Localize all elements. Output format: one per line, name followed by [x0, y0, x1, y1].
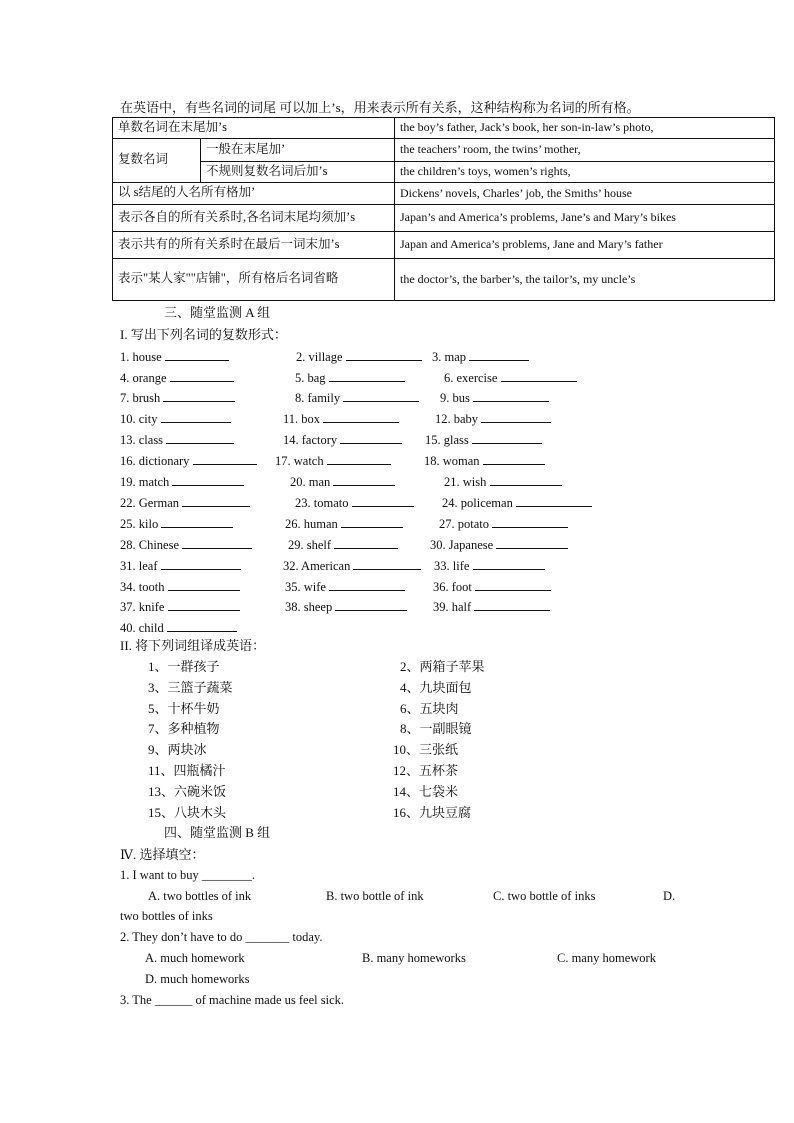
rule-cell: 表示"某人家""店铺"，所有格后名词省略: [113, 258, 395, 300]
item-label: 24. policeman: [442, 496, 513, 510]
answer-blank[interactable]: [501, 370, 577, 382]
item-label: 35. wife: [285, 580, 326, 594]
answer-blank[interactable]: [323, 411, 399, 423]
item-label: 27. potato: [439, 517, 489, 531]
item-label: 5. bag: [295, 371, 326, 385]
answer-blank[interactable]: [165, 349, 229, 361]
answer-blank[interactable]: [168, 579, 240, 591]
possessive-rules-table: [112, 117, 775, 301]
example-cell: Japan and America’s problems, Jane and Mary’s father: [395, 231, 775, 258]
answer-blank[interactable]: [343, 390, 419, 402]
list-item: 12、五杯茶: [393, 763, 459, 778]
list-item: 15、八块木头: [148, 805, 227, 820]
answer-blank[interactable]: [329, 579, 405, 591]
table-row: [113, 231, 775, 258]
item-label: 31. leaf: [120, 559, 158, 573]
list-item: 3、三篮子蔬菜: [148, 680, 233, 695]
q1-option-b[interactable]: B. two bottle of ink: [326, 889, 424, 903]
list-item: 9、两块冰: [148, 742, 207, 757]
answer-blank[interactable]: [474, 599, 550, 611]
list-item: 10、三张纸: [393, 742, 459, 757]
item-label: 4. orange: [120, 371, 167, 385]
item-label: 40. child: [120, 621, 164, 635]
q2-option-c[interactable]: C. many homework: [557, 951, 656, 965]
answer-blank[interactable]: [161, 558, 241, 570]
answer-blank[interactable]: [472, 432, 542, 444]
table-row: [113, 161, 775, 182]
item-label: 20. man: [290, 475, 331, 489]
answer-blank[interactable]: [334, 537, 398, 549]
q1-option-d[interactable]: two bottles of inks: [120, 909, 213, 923]
list-item: 16、九块豆腐: [393, 805, 472, 820]
answer-blank[interactable]: [490, 474, 562, 486]
item-label: 26. human: [285, 517, 338, 531]
item-label: 19. match: [120, 475, 170, 489]
part4-title: Ⅳ. 选择填空：: [120, 847, 205, 862]
list-item: 2、两箱子苹果: [400, 659, 485, 674]
item-label: 16. dictionary: [120, 454, 190, 468]
example-cell: the children’s toys, women’s rights,: [395, 161, 775, 182]
item-label: 13. class: [120, 433, 164, 447]
list-item: 5、十杯牛奶: [148, 701, 220, 716]
q2-option-d[interactable]: D. much homeworks: [145, 972, 250, 986]
q1-option-c[interactable]: C. two bottle of inks: [493, 889, 596, 903]
answer-blank[interactable]: [182, 537, 252, 549]
answer-blank[interactable]: [163, 390, 235, 402]
q1-option-d-letter[interactable]: D.: [663, 889, 676, 903]
list-item: 1、一群孩子: [148, 659, 220, 674]
item-label: 9. bus: [440, 391, 470, 405]
item-label: 22. German: [120, 496, 180, 510]
q2-option-b[interactable]: B. many homeworks: [362, 951, 466, 965]
rule-cell: 单数名词在末尾加’s: [113, 118, 395, 139]
answer-blank[interactable]: [167, 620, 237, 632]
item-label: 34. tooth: [120, 580, 165, 594]
item-label: 7. brush: [120, 391, 161, 405]
item-label: 11. box: [283, 412, 321, 426]
item-label: 18. woman: [424, 454, 480, 468]
answer-blank[interactable]: [481, 411, 551, 423]
part1-title: I. 写出下列名词的复数形式：: [120, 327, 287, 342]
item-label: 36. foot: [433, 580, 472, 594]
answer-blank[interactable]: [473, 558, 545, 570]
item-label: 8. family: [295, 391, 341, 405]
answer-blank[interactable]: [335, 599, 407, 611]
item-label: 37. knife: [120, 600, 165, 614]
item-label: 28. Chinese: [120, 538, 180, 552]
answer-blank[interactable]: [346, 349, 422, 361]
answer-blank[interactable]: [170, 370, 234, 382]
rule-cell: 一般在末尾加’: [201, 138, 395, 161]
example-cell: the doctor’s, the barber’s, the tailor’s, my uncle’s: [395, 258, 775, 300]
example-cell: Japan’s and America’s problems, Jane’s and Mary’s bikes: [395, 204, 775, 231]
answer-blank[interactable]: [329, 370, 405, 382]
answer-blank[interactable]: [483, 453, 545, 465]
question-1-stem: 1. I want to buy ________.: [120, 868, 256, 882]
item-label: 2. village: [296, 350, 343, 364]
table-row: [113, 204, 775, 231]
q2-option-a[interactable]: A. much homework: [145, 951, 245, 965]
rule-cell: 表示共有的所有关系时在最后一词末加’s: [113, 231, 395, 258]
item-label: 12. baby: [435, 412, 479, 426]
answer-blank[interactable]: [475, 579, 551, 591]
rule-cell: 不规则复数名词后加’s: [201, 161, 395, 182]
example-cell: the teachers’ room, the twins’ mother,: [395, 138, 775, 161]
item-label: 38. sheep: [285, 600, 333, 614]
answer-blank[interactable]: [172, 474, 244, 486]
list-item: 13、六碗米饭: [148, 784, 227, 799]
answer-blank[interactable]: [469, 349, 529, 361]
list-item: 14、七袋米: [393, 784, 459, 799]
intro-text: 在英语中，有些名词的词尾 可以加上’s，用来表示所有关系，这种结构称为名词的所有格。: [120, 100, 640, 115]
list-item: 7、多种植物: [148, 721, 220, 736]
section-b-title: 四、随堂监测 B 组: [164, 825, 271, 840]
answer-blank[interactable]: [473, 390, 549, 402]
item-label: 1. house: [120, 350, 162, 364]
rule-cell: 表示各自的所有关系时,各名词末尾均须加’s: [113, 204, 395, 231]
list-item: 11、四瓶橘汁: [148, 763, 226, 778]
table-row: [113, 138, 775, 161]
table-row: [113, 258, 775, 300]
example-cell: Dickens’ novels, Charles’ job, the Smiths’ house: [395, 182, 775, 204]
answer-blank[interactable]: [353, 558, 421, 570]
answer-blank[interactable]: [168, 599, 240, 611]
section-a-title: 三、随堂监测 A 组: [164, 305, 271, 320]
answer-blank[interactable]: [492, 516, 568, 528]
answer-blank[interactable]: [340, 432, 402, 444]
item-label: 25. kilo: [120, 517, 159, 531]
table-row: [113, 182, 775, 204]
rule-cell: 以 s结尾的人名所有格加’: [113, 182, 395, 204]
item-label: 32. American: [283, 559, 351, 573]
question-3-stem: 3. The ______ of machine made us feel sick.: [120, 993, 345, 1007]
group-cell: 复数名词: [113, 138, 201, 182]
question-2-stem: 2. They don’t have to do _______ today.: [120, 930, 323, 944]
answer-blank[interactable]: [193, 453, 257, 465]
item-label: 21. wish: [444, 475, 487, 489]
item-label: 30. Japanese: [430, 538, 494, 552]
table-row: [113, 118, 775, 139]
item-label: 3. map: [432, 350, 467, 364]
answer-blank[interactable]: [516, 495, 592, 507]
answer-blank[interactable]: [327, 453, 391, 465]
item-label: 29. shelf: [288, 538, 332, 552]
item-label: 23. tomato: [295, 496, 349, 510]
list-item: 8、一副眼镜: [400, 721, 472, 736]
answer-blank[interactable]: [182, 495, 250, 507]
part2-title: II. 将下列词组译成英语：: [120, 638, 266, 653]
example-cell: the boy’s father, Jack’s book, her son-in-law’s photo,: [395, 118, 775, 139]
q1-option-a[interactable]: A. two bottles of ink: [148, 889, 252, 903]
item-label: 33. life: [434, 559, 470, 573]
item-label: 10. city: [120, 412, 158, 426]
item-label: 14. factory: [283, 433, 338, 447]
answer-blank[interactable]: [161, 411, 231, 423]
answer-blank[interactable]: [333, 474, 395, 486]
answer-blank[interactable]: [341, 516, 403, 528]
answer-blank[interactable]: [352, 495, 414, 507]
item-label: 17. watch: [275, 454, 324, 468]
answer-blank[interactable]: [161, 516, 233, 528]
item-label: 15. glass: [425, 433, 469, 447]
item-label: 6. exercise: [444, 371, 498, 385]
list-item: 4、九块面包: [400, 680, 472, 695]
list-item: 6、五块肉: [400, 701, 459, 716]
answer-blank[interactable]: [496, 537, 568, 549]
answer-blank[interactable]: [166, 432, 234, 444]
item-label: 39. half: [433, 600, 472, 614]
